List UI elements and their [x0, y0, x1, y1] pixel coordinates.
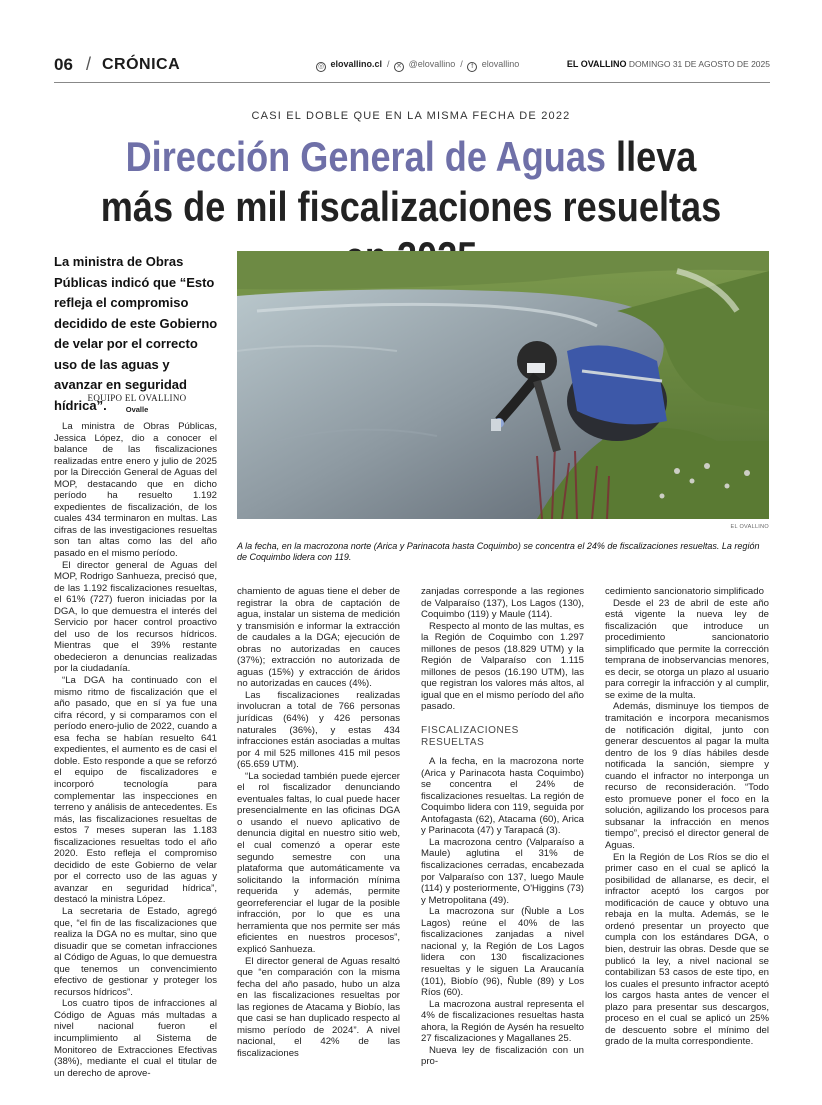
paragraph: La macrozona sur (Ñuble a Los Lagos) reúne el 40% de las fiscalizaciones zanjadas a nivel nacional y, la Región de Los Lagos lidera con 130 fiscalizaciones resueltas y le siguen La Araucanía (101), Biobío (96), Ñuble (89) y Los Ríos (60).: [421, 906, 584, 999]
page-header: [54, 55, 770, 77]
header-rule: [54, 82, 770, 83]
paragraph: Además, disminuye los tiempos de tramitación e incorpora mecanismos de notificación digital, junto con generar descuentos al pagar la multa dentro de los 9 días hábiles desde notificada la sanción, siempre y cuando el infractor no interponga un recurso de reconsideración. “Todo esto promueve poner el foco en la solución, agilizando los procesos para subsanar la infracción en menos tiempo”, precisó el director general de Aguas.: [605, 701, 769, 852]
subheading: FISCALIZACIONES RESUELTAS: [421, 725, 519, 748]
byline: EQUIPO EL OVALLINO: [87, 393, 187, 403]
twitter-handle[interactable]: @elovallino: [408, 59, 456, 69]
paragraph: Los cuatro tipos de infracciones al Código de Aguas más multadas a nivel nacional fueron el incumplimiento al Sistema de Monitoreo de Extracciones Efectivas (38%), mediante el cual el titular de un derecho de aprove-: [54, 998, 217, 1079]
article-column-3: [421, 586, 584, 1068]
paragraph: La macrozona centro (Valparaíso a Maule) aglutina el 31% de fiscalizaciones cerradas, encabezada por Valparaíso con 137, luego Maule (114) y posteriormente, O'Higgins (73) y Metropolitana (49).: [421, 836, 584, 906]
article-photo: [237, 251, 769, 519]
page-number: 06: [54, 55, 73, 74]
paragraph: La ministra de Obras Públicas, Jessica López, dio a conocer el balance de las fiscalizaciones realizadas entre enero y julio de 2025 por la Dirección General de Aguas del MOP, destacando que en dicho período ha resuelto 1.192 expedientes de fiscalización, de los cuales 434 terminaron en multas. Las cifras de las investigaciones resueltas son tan altas como las del año pasado en el mismo período.: [54, 421, 217, 560]
paragraph: Desde el 23 de abril de este año está vigente la nueva ley de fiscalización que introduce un procedimiento sancionatorio simplificado que permite la corrección temprana de inobservancias menores, es decir, se otorga un plazo al usuario para corregir la infracción y al cumplir, se exime de la multa.: [605, 597, 769, 701]
paragraph: El director general de Aguas del MOP, Rodrigo Sanhueza, precisó que, de las 1.192 fiscalizaciones resueltas, el 61% (727) fueron iniciadas por la DGA, lo que demuestra el interés del Servicio por hacer control proactivo del uso de los recursos hídricos. Mientras que el 39% restante obedecieron a denuncias realizadas por la ciudadanía.: [54, 559, 218, 675]
facebook-handle[interactable]: elovallino: [481, 59, 520, 69]
paragraph: zanjadas corresponde a las regiones de Valparaíso (137), Los Lagos (130), Coquimbo (119) y Maule (114).: [421, 586, 584, 621]
lead-paragraph: La ministra de Obras Públicas indicó que “Esto refleja el compromiso decidido de este Gobierno de velar por el correcto uso de las aguas y avanzar en seguridad hídrica”.: [54, 254, 218, 413]
paragraph: Las fiscalizaciones realizadas involucran a total de 766 personas jurídicas (64%) y 426 personas naturales (36%), y estas 434 infracciones están asociadas a multas por 4 mil 525 millones 415 mil pesos (65.659 UTM).: [237, 689, 400, 771]
paragraph: Nueva ley de fiscalización con un pro-: [421, 1044, 584, 1068]
paper-name: EL OVALLINO: [566, 59, 627, 69]
paragraph: A la fecha, en la macrozona norte (Arica y Parinacota hasta Coquimbo) se concentra el 24% de fiscalizaciones resueltas. La región de Coquimbo lidera con 119, seguida por Antofagasta (62), Atacama (60), Arica y Parinacota (47) y Tarapacá (3).: [421, 756, 584, 837]
paragraph: La macrozona austral representa el 4% de fiscalizaciones resueltas hasta ahora, la Región de Aysén ha resuelto 27 fiscalizaciones y Magallanes 25.: [421, 998, 584, 1045]
dateline: Ovalle: [125, 405, 149, 414]
paragraph: “La DGA ha continuado con el mismo ritmo de fiscalización que el año pasado, que en sí ya fue una cifra récord, y si comparamos con el período enero-julio de 2022, cuando a esa fecha se habían resuelto 641 expedientes, el aumento es de casi el doble. Esto responde a que se reforzó el equipo de fiscalizadores e incorporó tecnología para complementar las inspecciones en terreno y análisis de antecedentes. Es más, las fiscalizaciones resueltas de estos 7 meses superan las 1.183 fiscalizaciones resueltas todo el año 2020. Esto refleja el compromiso decidido de este Gobierno de velar por el correcto uso de las aguas y avanzar en seguridad hídrica”, destacó la ministra López.: [54, 675, 217, 906]
photo-illustration: [237, 251, 769, 519]
section-name: CRÓNICA: [102, 56, 181, 73]
paragraph: En la Región de Los Ríos se dio el primer caso en el cual se aplicó la posibilidad de allanarse, es decir, el infractor aceptó los cargos por modificación de cauce y obtuvo una rebaja en la multa. Además, se le ordenó presentar un proyecto que cumpla con los estándares DGA, o bien, destruir las obras. Desde que se publicó la ley, a nivel nacional se contabilizan 53 casos de este tipo, en los cuales el presunto infractor aceptó los cargos hasta antes de vencer el plazo para presentar sus descargos, proceso en el cual se aplicó un 25% de descuento sobre el mínimo del grado de la multa correspondiente.: [605, 851, 769, 1048]
paragraph: cedimiento sancionatorio simplificado: [605, 586, 764, 597]
facebook-icon: f: [467, 62, 477, 72]
article-column-2: [237, 586, 400, 1059]
social-links: ◎ elovallino.cl / ✕ @elovallino / f elovallino: [317, 59, 520, 70]
photo-caption: A la fecha, en la macrozona norte (Arica y Parinacota hasta Coquimbo) se concentra el 24% de fiscalizaciones resueltas. La región de Coquimbo lidera con 119.: [237, 541, 760, 562]
issue-date: DOMINGO 31 DE AGOSTO DE 2025: [628, 59, 770, 69]
header-divider: /: [86, 54, 92, 74]
paragraph: El director general de Aguas resaltó que “en comparación con la misma fecha del año pasado, hubo un alza en las fiscalizaciones resueltas por las regiones de Atacama y Biobío, las que casi se han duplicado respecto al mismo período de 2024”. A nivel nacional, el 42% de las fiscalizaciones: [237, 955, 400, 1059]
photo-credit: EL OVALLINO: [730, 524, 769, 530]
article-column-1: [54, 421, 217, 1079]
kicker: CASI EL DOBLE QUE EN LA MISMA FECHA DE 2022: [251, 110, 571, 122]
paragraph: La secretaria de Estado, agregó que, “el fin de las fiscalizaciones que realiza la DGA no es multar, sino que disuadir que se cometan infracciones al Código de Aguas, lo que demuestra que tenemos un convencimiento efectivo de gestionar y proteger los recursos hídricos”.: [54, 905, 217, 998]
headline-highlight: Dirección General de Aguas: [125, 133, 607, 180]
headline-rest: lleva más de mil fiscalizaciones resueltas: [100, 133, 722, 230]
twitter-icon: ✕: [394, 62, 404, 72]
paragraph: Respecto al monto de las multas, es la Región de Coquimbo con 1.297 millones de pesos (18.829 UTM) y la Región de Valparaíso con 1.115 millones de pesos (16.190 UTM), las que registran los valores más altos, al igual que en el mismo período del año pasado.: [421, 620, 584, 713]
header-meta: [567, 59, 770, 69]
globe-icon: ◎: [317, 63, 325, 70]
paragraph: chamiento de aguas tiene el deber de registrar la obra de captación de agua, instalar un sistema de medición y transmisión e informar la extracción de caudales a la DGA; ejecución de obras no autorizadas en cauces (37%); extracción no autorizada de aguas (15%) y extracción de áridos no autorizadas en cauces (4%).: [237, 586, 400, 690]
website-link[interactable]: elovallino.cl: [330, 59, 383, 69]
article-column-4: [605, 586, 769, 1048]
paragraph: “La sociedad también puede ejercer el rol fiscalizador denunciando eventuales faltas, lo cual puede hacer presencialmente en las oficinas DGA o usando el nuevo aplicativo de denuncia digital en nuestro sitio web, el cual comenzó a operar este segundo semestre con una plataforma que automáticamente va solicitando la información mínima requerida y además, permite georreferenciar el lugar de la posible infracción, por lo que es una herramienta que nos permite ser más eficientes en nuestros procesos”, explicó Sanhueza.: [237, 770, 400, 955]
